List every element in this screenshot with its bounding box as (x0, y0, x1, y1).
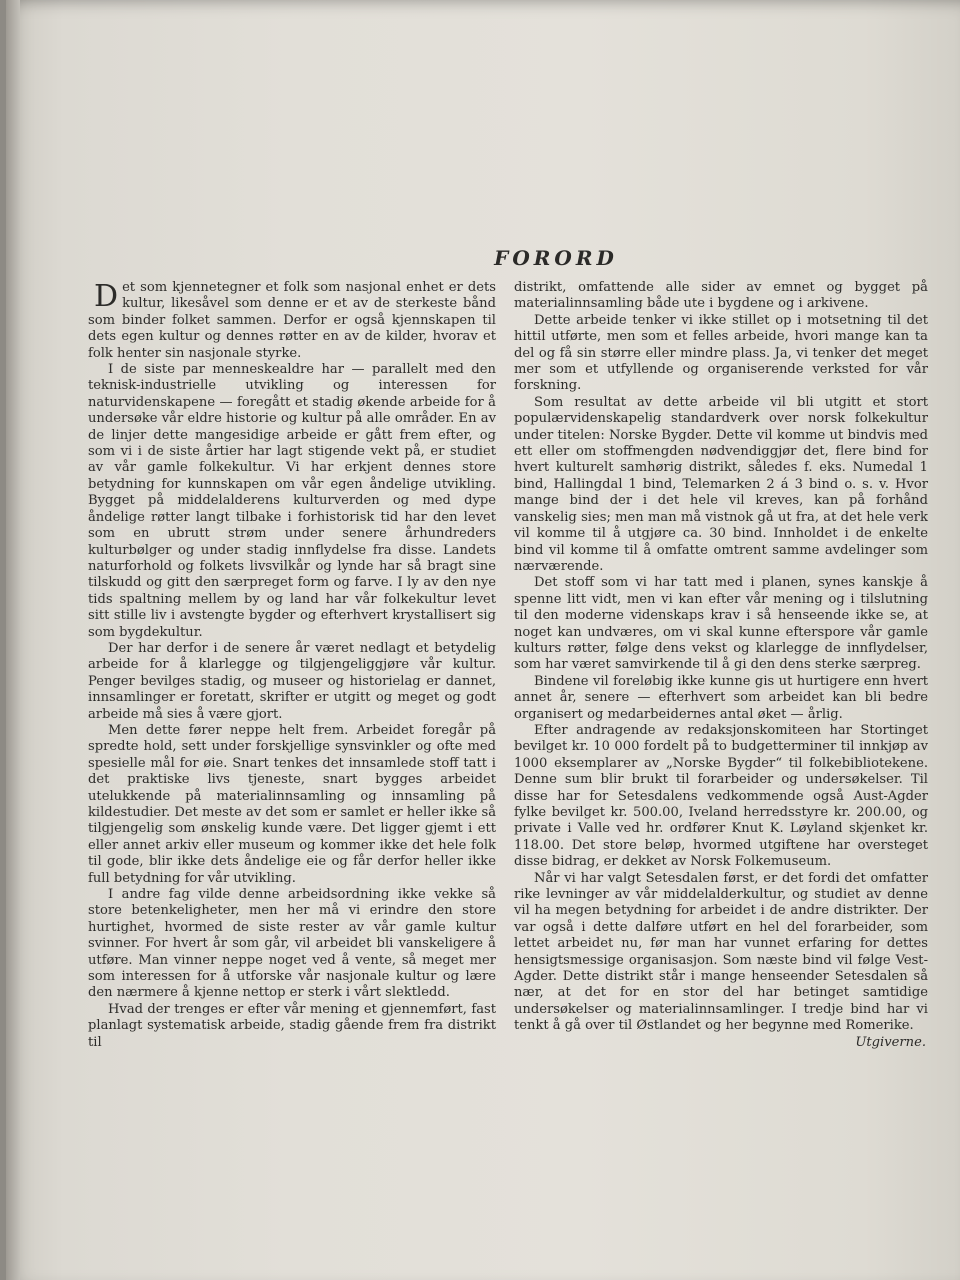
paragraph-3: Der har derfor i de senere år været nedlagt et betydelig arbeide for å klarlegge og tilgjengeliggjøre vår kultur. Penger bevilges stadig, og museer og historielag er dannet, innsamlinger er foretatt, skrifter er utgitt og meget og godt arbeide må sies å være gjort. (88, 640, 496, 722)
drop-cap: D (94, 279, 119, 314)
book-page (6, 0, 960, 1280)
paragraph-8: Som resultat av dette arbeide vil bli utgitt et stort populærvidenskapelig standardverk over norsk folkekultur under titelen: Norske Bygder. Dette vil komme ut bindvis med ett eller om stoffmengden nødvendiggjør det, flere bind for hvert kulturelt samhørig distrikt, således f. eks. Numedal 1 bind, Hallingdal 1 bind, Telemarken 2 á 3 bind o. s. v. Hvor mange bind der i det hele vil kreves, kan på forhånd vanskelig sies; men man må vistnok gå ut fra, at det hele verk vil komme til å utgjøre ca. 30 bind. Innholdet i de enkelte bind vil komme til å omfatte omtrent samme avdelinger som nærværende. (514, 394, 928, 574)
page-title: FORORD (494, 246, 618, 270)
paragraph-1 (88, 280, 496, 362)
right-column (514, 280, 928, 1051)
paragraph-4: Men dette fører neppe helt frem. Arbeidet foregår på spredte hold, sett under forskjellige synsvinkler og ofte med spesielle mål for øie. Snart tenkes det innsamlede stoff tatt i det praktiske livs tjeneste, snart bygges arbeidet utelukkende på materialinnsamling og innsamling på kildestudier. Det meste av det som er samlet er heller ikke så tilgjengelig som ønskelig kunde være. Det ligger gjemt i ett eller annet arkiv eller museum og kommer ikke det hele folk til gode, blir ikke dets åndelige eie og får derfor heller ikke full betydning for vår utvikling. (88, 722, 497, 886)
paragraph-5: I andre fag vilde denne arbeidsordning ikke vekke så store betenkeligheter, men her må vi erindre den store hurtighet, hvormed de siste rester av vår gamle kultur svinner. For hvert år som går, vil arbeidet bli vanskeligere å utføre. Man vinner neppe noget ved å vente, så meget mer som interessen for å utforske vår nasjonale kultur og lære den nærmere å kjenne nettop er sterk i vårt slektledd. (88, 887, 496, 1001)
paragraph-9: Det stoff som vi har tatt med i planen, synes kanskje å spenne litt vidt, men vi kan efter vår mening og i tilslutning til den moderne videnskaps krav i så henseende ikke se, at noget kan undværes, om vi skal kunne efterspore vår gamle kulturs røtter, følge dens vekst og klarlegge de innflydelser, som har været samvirkende til å gi den dens sterke særpreg. (514, 575, 928, 673)
paragraph-6-continued: distrikt, omfattende alle sider av emnet og bygget på materialinnsamling både ute i bygdene og i arkivene. (514, 280, 928, 312)
left-column (88, 280, 496, 1051)
paragraph-2: I de siste par menneskealdre har — parallelt med den teknisk-industrielle utvikling og interessen for naturvidenskapene — foregått et stadig økende arbeide for å undersøke vår eldre historie og kultur på alle områder. En av de linjer dette mangesidige arbeide er gått frem efter, og som vi i de siste årtier har lagt stigende vekt på, er studiet av vår gamle folkekultur. Vi har erkjent dennes store betydning for kunnskapen om vår egen åndelige utvikling. Bygget på middelalderens kulturverden og med dype åndelige røtter langt tilbake i forhistorisk tid har den levet som en ubrutt strøm under senere århundreders kulturbølger og under stadig innflydelse fra disse. Landets naturforhold og folkets livsvilkår og lynde har så bragt sine tilskudd og gitt den særpreget form og farve. I ly av den nye tids spaltning mellem by og land har vår folkekultur levet sitt stille liv i avstengte bygder og efterhvert krystallisert sig som bygdekultur. (88, 362, 496, 640)
paragraph-7: Dette arbeide tenker vi ikke stillet op i motsetning til det hittil utførte, men som et felles arbeide, hvori mange kan ta del og få sin større eller mindre plass. Ja, vi tenker det meget mer som et utfyllende og organiserende verksted for vår forskning. (514, 312, 928, 394)
paragraph-11: Efter andragende av redaksjonskomiteen har Stortinget bevilget kr. 10 000 fordelt på to budgetterminer til innkjøp av 1000 eksemplarer av „Norske Bygder“ til folkebibliotekene. Denne sum blir brukt til forarbeider og undersøkelser. Til disse har for Setesdalens vedkommende også Aust-Agder fylke bevilget kr. 500.00, Iveland herredsstyre kr. 200.00, og private i Valle ved hr. ordfører Knut K. Løyland skjenket kr. 118.00. Det store beløp, hvormed utgiftene har oversteget disse bidrag, er dekket av Norsk Folkemuseum. (514, 722, 928, 870)
paragraph-6: Hvad der trenges er efter vår mening et gjennemført, fast planlagt systematisk arbeide, stadig gående frem fra distrikt til (88, 1001, 496, 1050)
paragraph-10: Bindene vil foreløbig ikke kunne gis ut hurtigere enn hvert annet år, senere — efterhvert som arbeidet kan bli bedre organisert og medarbeidernes antal øket — årlig. (514, 673, 928, 722)
paragraph-1-text: et som kjennetegner et folk som nasjonal enhet er dets kultur, likesåvel som denne er et av de sterkeste bånd som binder folket sammen. Derfor er også kjennskapen til dets egen kultur og dennes røtter en av de kilder, hvorav et folk henter sin nasjonale styrke. (88, 280, 496, 361)
page-binding-edge (6, 0, 20, 1280)
paragraph-12: Når vi har valgt Setesdalen først, er det fordi det omfatter rike levninger av vår middelalderkultur, og studiet av denne vil ha megen betydning for arbeidet i de andre distrikter. Der var også i dette dalføre utført en hel del forarbeider, som lettet arbeidet nu, før man har vunnet erfaring for dettes hensigtsmessige organisasjon. Som næste bind vil følge Vest-Agder. Dette distrikt står i mange henseender Setesdalen så nær, at det for en stor del har betinget samtidige undersøkelser og materialinnsamlinger. I tredje bind har vi tenkt å gå over til Østlandet og her begynne med Romerike. (514, 870, 928, 1034)
signature: Utgiverne. (855, 1034, 926, 1050)
